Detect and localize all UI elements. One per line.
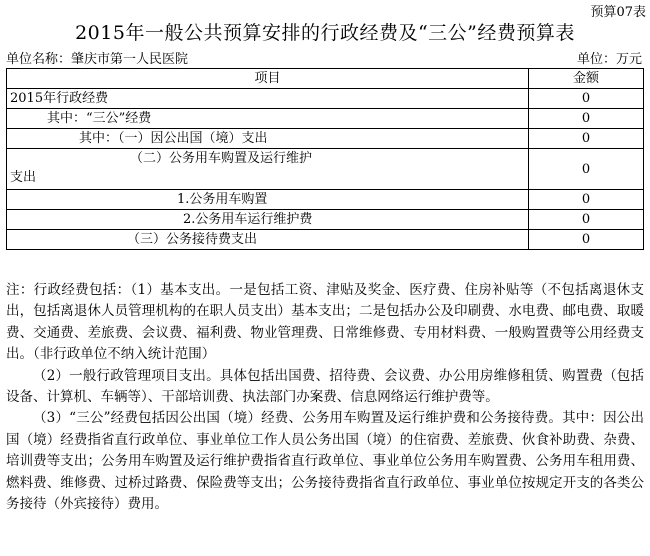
note-paragraph-1: 注：行政经费包括：（1）基本支出。一是包括工资、津贴及奖金、医疗费、住房补贴等（不包括离退休支出，包括离退休人员管理机构的在职人员支出）基本支出；二是包括办公及印刷费、水电费、邮电费、取暖费、交通费、差旅费、会议费、福利费、物业管理费、日常维修费、专用材料费、一般购置费等公用经费支出。（非行政单位不纳入统计范围）: [6, 282, 644, 363]
row-amount: 0: [529, 109, 644, 129]
header-item: 项目: [7, 69, 529, 89]
table-row: [7, 210, 644, 230]
page-title: 2015年一般公共预算安排的行政经费及“三公”经费预算表: [75, 22, 575, 44]
row-amount: 0: [529, 149, 644, 190]
header-amount: 金额: [529, 69, 644, 89]
row-item: 2.公务用车运行维护费: [7, 210, 529, 230]
table-number-label: 预算07表: [590, 5, 646, 20]
budget-table: [6, 68, 644, 250]
note-paragraph-2: （2）一般行政管理项目支出。具体包括出国费、招待费、会议费、办公用房维修租赁、购置费（包括设备、计算机、车辆等）、干部培训费、执法部门办案费、信息网络运行维护费等。: [6, 367, 644, 406]
unit-info-row: [6, 48, 644, 66]
notes-section: [6, 280, 644, 515]
row-amount: 0: [529, 230, 644, 250]
row-item: 其中：“三公”经费: [7, 109, 529, 129]
unit-name: 单位名称：肇庆市第一人民医院: [6, 52, 189, 67]
table-header-row: [7, 69, 644, 89]
note-paragraph-3: （3）“三公”经费包括因公出国（境）经费、公务用车购置及运行维护费和公务接待费。其中：因公出国（境）经费指省直行政单位、事业单位工作人员公务出国（境）的住宿费、差旅费、伙食补助费、杂费、培训费等支出；公务用车购置及运行维护费指省直行政单位、事业单位公务用车购置费、公务用车租用费、燃料费、维修费、过桥过路费、保险费等支出；公务接待费指省直行政单位、事业单位按规定开支的各类公务接待（外宾接待）费用。: [6, 410, 644, 513]
row-item-line2: 支出: [10, 170, 37, 185]
row-item-line1: （二）公务用车购置及运行维护: [130, 151, 313, 166]
row-item: 2015年行政经费: [7, 89, 529, 109]
row-item: 1.公务用车购置: [7, 190, 529, 210]
row-item: （三）公务接待费支出: [7, 230, 529, 250]
row-amount: 0: [529, 210, 644, 230]
table-row: [7, 149, 644, 190]
unit-currency: 单位：万元: [576, 52, 642, 67]
row-item: [7, 149, 529, 190]
table-row: [7, 89, 644, 109]
row-amount: 0: [529, 190, 644, 210]
table-row: [7, 129, 644, 149]
table-row: [7, 230, 644, 250]
table-row: [7, 190, 644, 210]
row-amount: 0: [529, 129, 644, 149]
row-amount: 0: [529, 89, 644, 109]
row-item: 其中：（一）因公出国（境）支出: [7, 129, 529, 149]
table-row: [7, 109, 644, 129]
